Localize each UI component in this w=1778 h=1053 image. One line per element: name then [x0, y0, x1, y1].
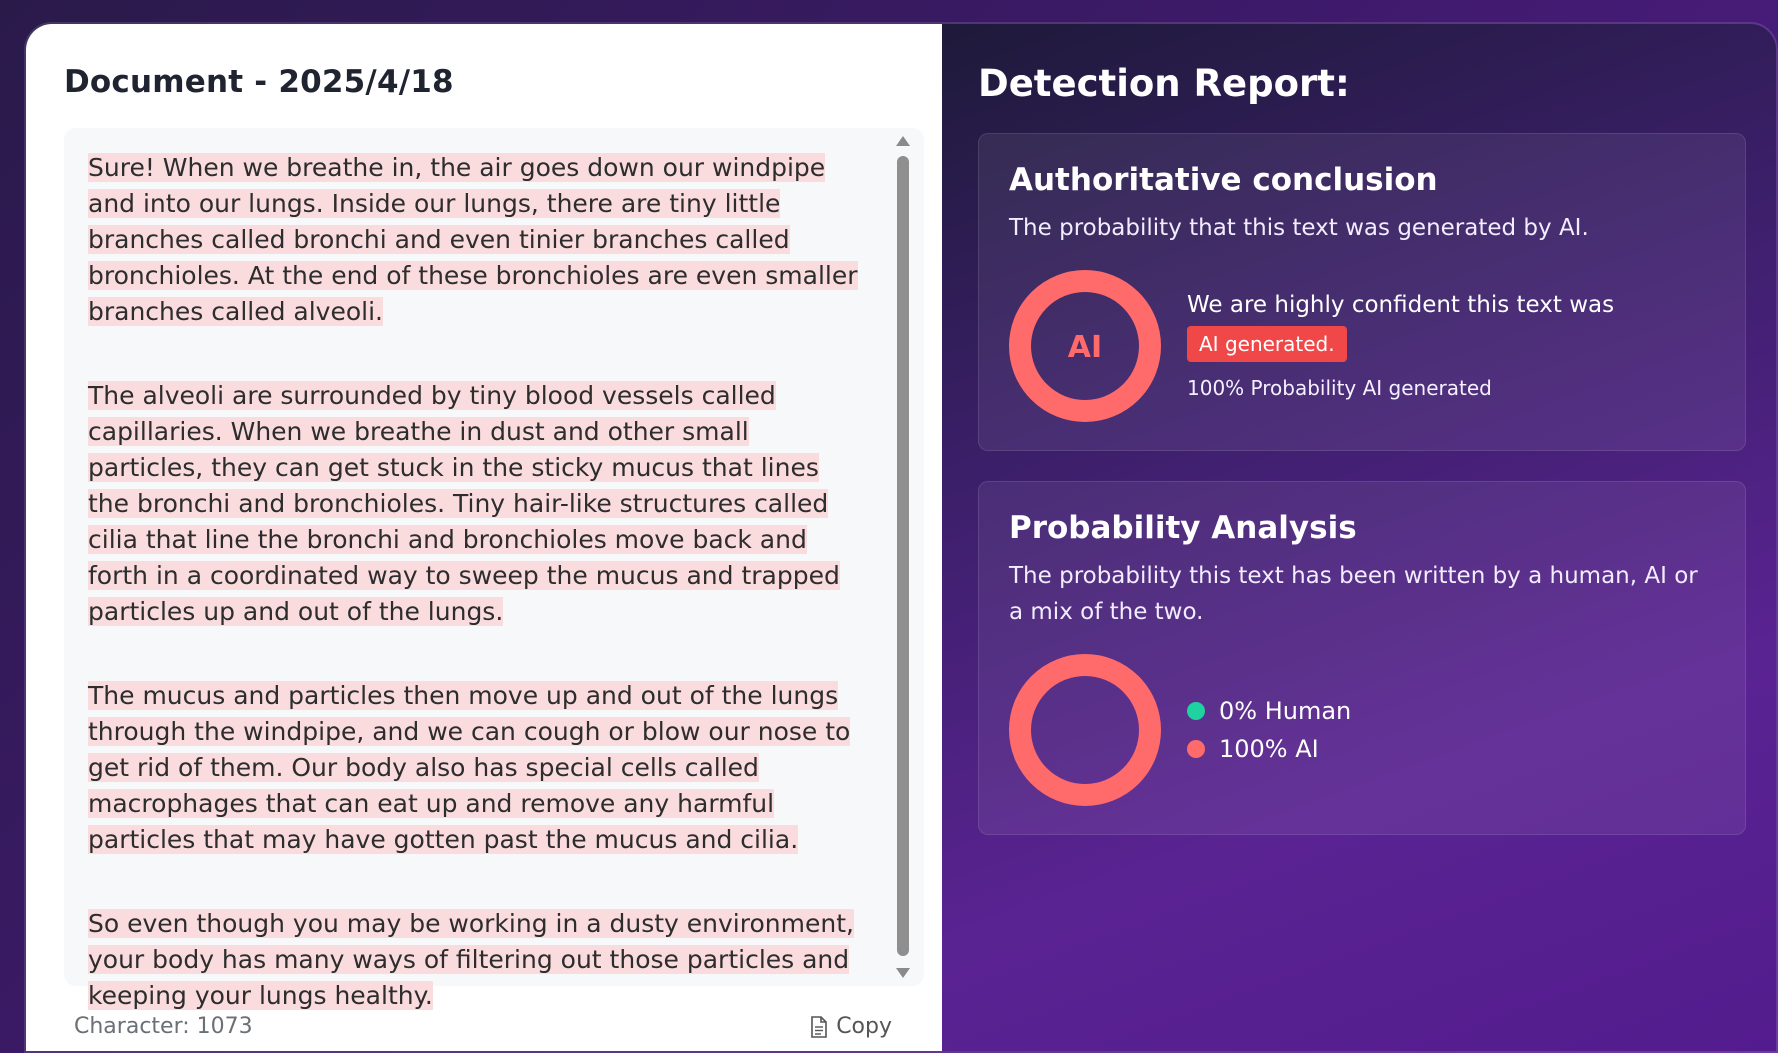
- human-dot-icon: [1187, 702, 1205, 720]
- vertical-scrollbar[interactable]: [894, 136, 910, 978]
- paragraph: [88, 906, 866, 1014]
- document-text-area[interactable]: [64, 128, 924, 1010]
- confidence-text: We are highly confident this text was: [1187, 292, 1615, 318]
- conclusion-text: [1187, 292, 1614, 400]
- legend-item-human: [1187, 697, 1351, 725]
- app-window: [24, 22, 1778, 1053]
- legend-label-human: 0% Human: [1219, 697, 1352, 725]
- analysis-title: Probability Analysis: [1009, 510, 1357, 546]
- document-footer: [74, 1014, 892, 1039]
- analysis-row: [1009, 654, 1715, 806]
- probability-analysis-card: [978, 481, 1746, 835]
- scroll-down-arrow-icon[interactable]: [896, 968, 910, 978]
- ai-donut-label: AI: [1067, 330, 1103, 365]
- copy-button[interactable]: [810, 1014, 892, 1039]
- analysis-legend: [1187, 687, 1351, 773]
- highlighted-text: So even though you may be working in a dusty environment, your body has many ways of filtering out those particles and keeping your lungs healthy.: [88, 909, 854, 1010]
- report-panel: [942, 24, 1776, 1051]
- highlighted-text: The mucus and particles then move up and out of the lungs through the windpipe, and we can cough or blow our nose to get rid of them. Our body also has special cells called macrophages that can eat up and remove any harmful particles that may have gotten past the mucus and cilia.: [88, 681, 851, 854]
- probability-donut-chart: [1009, 654, 1161, 806]
- copy-label: Copy: [836, 1014, 892, 1039]
- analysis-description: The probability this text has been written by a human, AI or a mix of the two.: [1009, 563, 1698, 625]
- document-title: Document - 2025/4/18: [64, 64, 454, 100]
- conclusion-description: The probability that this text was generated by AI.: [1009, 215, 1589, 241]
- ai-donut-chart: [1009, 270, 1161, 422]
- report-title: Detection Report:: [978, 62, 1350, 105]
- paragraph: [88, 150, 866, 330]
- ai-dot-icon: [1187, 740, 1205, 758]
- scroll-up-arrow-icon[interactable]: [896, 136, 910, 146]
- paragraph: [88, 678, 866, 858]
- ai-generated-badge: AI generated.: [1187, 326, 1347, 362]
- conclusion-card: [978, 133, 1746, 451]
- conclusion-title: Authoritative conclusion: [1009, 162, 1438, 198]
- probability-text: 100% Probability AI generated: [1187, 376, 1492, 400]
- conclusion-row: [1009, 270, 1715, 422]
- character-count: Character: 1073: [74, 1014, 253, 1039]
- document-copy-icon: [810, 1016, 828, 1038]
- highlighted-text: Sure! When we breathe in, the air goes down our windpipe and into our lungs. Inside our lungs, there are tiny little branches called bronchi and even tinier branches called bronchioles. At the end of these bronchioles are even smaller branches called alveoli.: [88, 153, 858, 326]
- paragraph: [88, 378, 866, 630]
- ai-share-ring: [1020, 665, 1150, 795]
- highlighted-text: The alveoli are surrounded by tiny blood vessels called capillaries. When we breathe in dust and other small particles, they can get stuck in the sticky mucus that lines the bronchi and bronchioles. Tiny hair-like structures called cilia that line the bronchi and bronchioles move back and forth in a coordinated way to sweep the mucus and trapped particles up and out of the lungs.: [88, 381, 840, 626]
- legend-label-ai: 100% AI: [1219, 735, 1319, 763]
- scrollbar-thumb[interactable]: [897, 156, 909, 956]
- document-panel: [26, 24, 942, 1051]
- legend-item-ai: [1187, 735, 1351, 763]
